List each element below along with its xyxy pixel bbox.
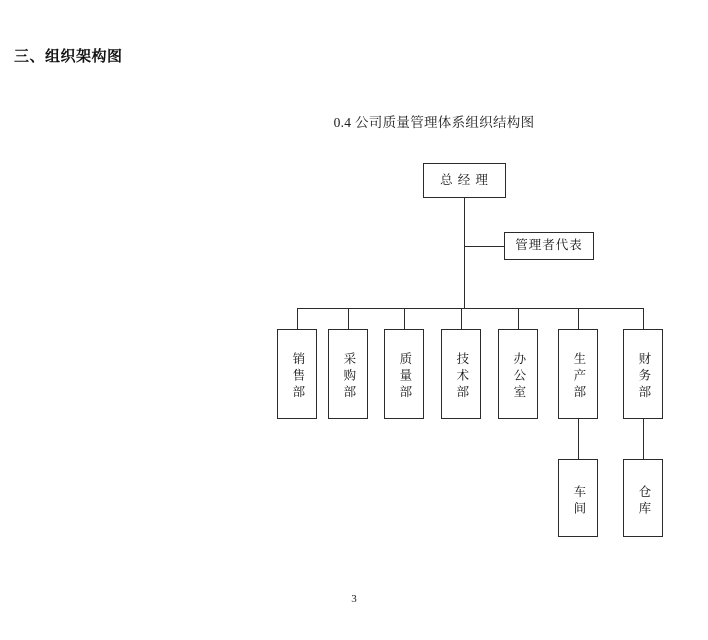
connector-gm-mr	[464, 246, 504, 247]
connector-gm-trunk	[464, 198, 465, 308]
connector-drop-finance	[643, 308, 644, 329]
org-node-quality-department: 质量部	[384, 329, 424, 419]
connector-drop-production	[578, 308, 579, 329]
connector-drop-quality	[404, 308, 405, 329]
org-node-finance-department: 财务部	[623, 329, 663, 419]
page-number: 3	[351, 593, 357, 605]
org-node-production-department: 生产部	[558, 329, 598, 419]
org-node-general-manager: 总 经 理	[423, 163, 506, 198]
org-node-technical-department: 技术部	[441, 329, 481, 419]
connector-production-workshop	[578, 419, 579, 459]
connector-finance-warehouse	[643, 419, 644, 459]
org-node-management-representative: 管理者代表	[504, 232, 594, 260]
org-node-workshop: 车间	[558, 459, 598, 537]
org-node-warehouse: 仓库	[623, 459, 663, 537]
org-node-sales-department: 销售部	[277, 329, 317, 419]
connector-drop-office	[518, 308, 519, 329]
connector-drop-tech	[461, 308, 462, 329]
org-node-purchasing-department: 采购部	[328, 329, 368, 419]
chart-title-text: 0.4 公司质量管理体系组织结构图	[333, 115, 535, 130]
connector-drop-sales	[297, 308, 298, 329]
connector-drop-purchase	[348, 308, 349, 329]
section-heading: 三、组织架构图	[14, 48, 123, 65]
org-node-office: 办公室	[498, 329, 538, 419]
